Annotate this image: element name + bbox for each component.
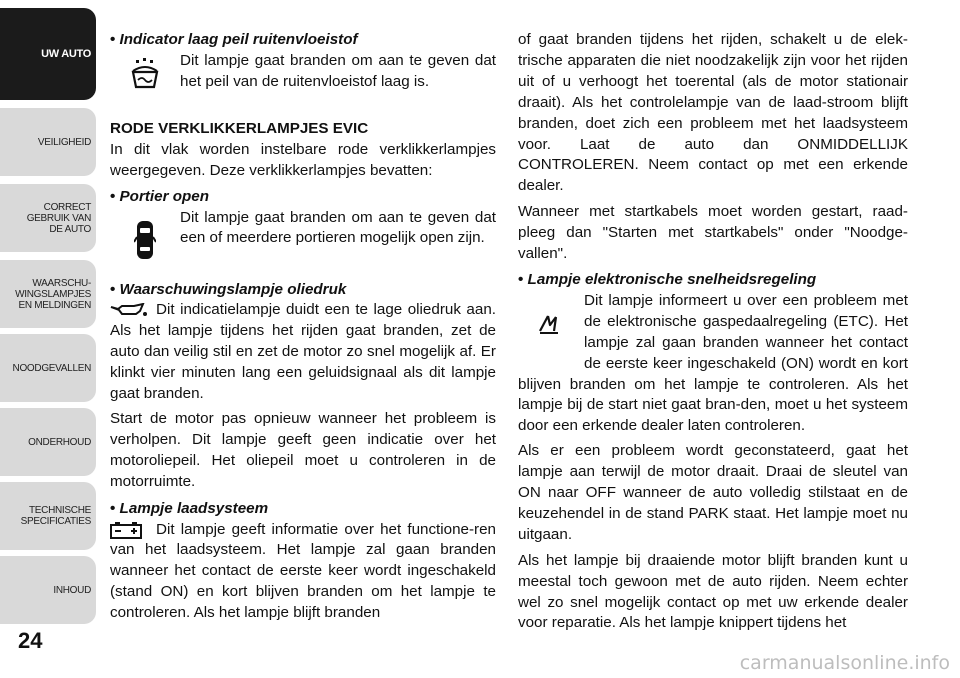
etc-block [518,291,908,437]
oil-title: • Waarschuwingslampje oliedruk [110,280,496,301]
oil-pressure-icon [110,300,156,320]
door-text: Dit lampje gaat branden om aan te geven dat een of meerdere portieren mogelijk open zijn. [180,208,496,247]
door-block [110,208,496,250]
tab-inhoud[interactable]: INHOUD [0,556,96,624]
watermark: carmanualsonline.info [739,652,950,674]
page-number: 24 [18,628,43,653]
door-open-icon [110,208,180,272]
tab-technische-specificaties[interactable]: TECHNISCHE SPECIFICATIES [0,482,96,550]
oil-text: Dit indicatielampje duidt een te lage oliedruk aan. Als het lampje tijdens het rijden gaat branden, zet de auto dan veilig stil en zet de motor zo snel mogelijk af. Er klinkt vier minuten lang een geluidsignaal als dit lampje gaat branden. [110,301,496,403]
tab-noodgevallen[interactable]: NOODGEVALLEN [0,334,96,402]
oil-text-2: Start de motor pas opnieuw wanneer het probleem is verholpen. Dit lampje geeft geen indicatie over het motoroliepeil. Het oliepeil moet u controleren in de motorruimte. [110,409,496,490]
washer-text: Dit lampje gaat branden om aan te geven dat het peil van de ruitenvloeistof laag is. [180,51,496,90]
etc-text-3: Als het lampje bij draaiende motor blijft branden kunt u meestal toch gewoon met de auto rijden. Neem echter wel zo snel mogelijk contact op met uw erkende dealer voor reparatie. Als het lampje knippert tijdens het [518,551,908,632]
charge-continued: of gaat branden tijdens het rijden, schakelt u de elek-trische apparaten die niet noodzakelijk zijn voor het rijden uit of u verhoogt het toerental (als de motor stationair draait). Als het controlelampje van de laad-stroom blijft branden, doet zich een probleem met het laadsysteem voor. Laat de auto dan ONMIDDELLIJK CONTROLEREN. Neem contact op met een erkende dealer. [518,31,908,195]
washer-block [110,51,496,93]
etc-text: Dit lampje informeert u over een probleem met de elektronische gaspedaalregeling (ETC). Het lampje zal gaan branden wanneer het contact de eerste keer ingeschakeld (ON) wordt en kort blijven branden om het lampje te controleren. Als het lampje bij de start niet gaat bran-den, moet u het systeem door een erkende dealer laten controleren. [518,291,908,435]
oil-block [110,300,496,405]
washer-fluid-icon [110,51,180,97]
jump-start-text: Wanneer met startkabels moet worden gestart, raad-pleeg dan "Starten met startkabels" onder "Noodge-vallen". [518,203,908,263]
charge-title: • Lampje laadsysteem [110,499,496,520]
tab-uw-auto[interactable]: UW AUTO [0,8,96,100]
door-title: • Portier open [110,187,496,208]
battery-icon [110,520,156,540]
etc-title: • Lampje elektronische snelheidsregeling [518,270,908,291]
charge-block [110,520,496,625]
etc-text-2: Als er een probleem wordt geconstateerd, gaat het lampje aan terwijl de motor draait. Draai de sleutel van ON naar OFF wanneer de auto volledig stilstaat en de keuzehendel in de stand PARK staat. Het lampje moet nu uitgaan. [518,442,908,543]
tab-onderhoud[interactable]: ONDERHOUD [0,408,96,476]
washer-title: • Indicator laag peil ruitenvloeistof [110,30,496,51]
tab-correct-gebruik[interactable]: CORRECT GEBRUIK VAN DE AUTO [0,184,96,252]
section-intro: In dit vlak worden instelbare rode verklikkerlampjes weergegeven. Deze verklikkerlampjes bevatten: [110,140,496,179]
left-column [110,30,496,624]
right-column [518,30,908,639]
tab-veiligheid[interactable]: VEILIGHEID [0,108,96,176]
section-heading: RODE VERKLIKKERLAMPJES EVIC [110,119,369,137]
electronic-throttle-icon [518,291,584,357]
charge-text: Dit lampje geeft informatie over het functione-ren van het laadsysteem. Het lampje zal gaan branden wanneer het contact de eerste keer wordt ingeschakeld (stand ON) en kort blijven branden om het lampje te controleren. Als het lampje blijft branden [110,520,496,622]
tab-waarschuwingslampjes[interactable]: WAARSCHU- WINGSLAMPJES EN MELDINGEN [0,260,96,328]
